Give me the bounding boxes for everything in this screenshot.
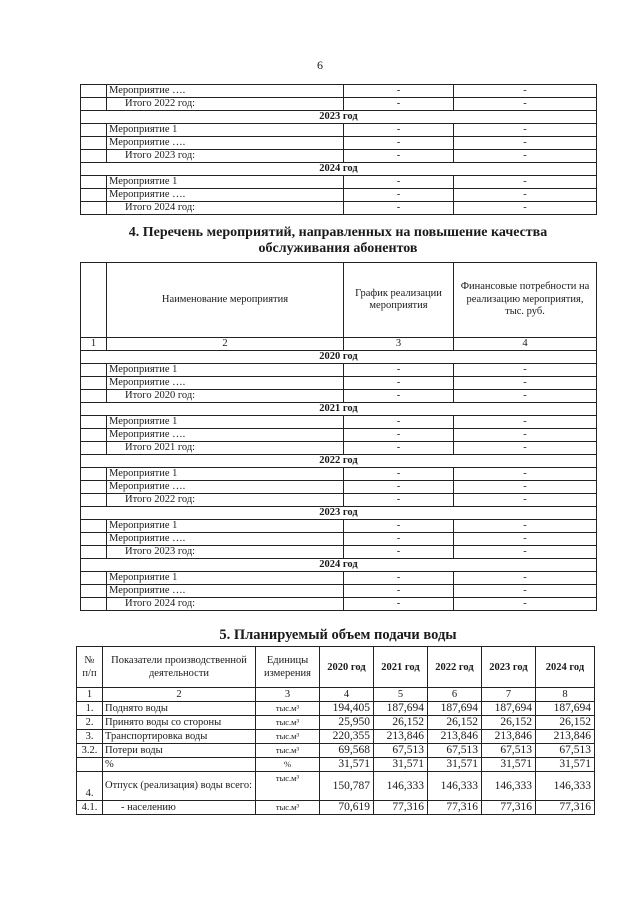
- year-row: 2023 год: [81, 111, 597, 124]
- table-header-row: № п/п Показатели производственной деятельности Единицы измерения 2020 год 2021 год 2022 год 2023 год 2024 год: [77, 647, 595, 688]
- water-supply-table: [76, 646, 595, 815]
- table-row: 2. Принято воды со стороны тыс.м³ 25,950 26,152 26,152 26,152 26,152: [77, 716, 595, 730]
- table-row: Мероприятие 1 - -: [81, 572, 597, 585]
- table-row: Мероприятие …. - -: [81, 137, 597, 150]
- measures-table-continued: [80, 84, 597, 215]
- year-row: 2024 год: [81, 559, 597, 572]
- section-4-title: 4. Перечень мероприятий, направленных на повышение качества обслуживания абонентов: [128, 225, 548, 256]
- table-row: Мероприятие 1 - -: [81, 176, 597, 189]
- table-row: 3. Транспортировка воды тыс.м³ 220,355 213,846 213,846 213,846 213,846: [77, 730, 595, 744]
- year-row: 2024 год: [81, 163, 597, 176]
- table-row: 4.1. - населению тыс.м³ 70,619 77,316 77,316 77,316 77,316: [77, 801, 595, 815]
- table-row: Мероприятие …. - -: [81, 189, 597, 202]
- table-row: Мероприятие 1 - -: [81, 124, 597, 137]
- table-row: Мероприятие 1 - -: [81, 520, 597, 533]
- col-finance-header: Финансовые потребности на реализацию мероприятия, тыс. руб.: [454, 263, 597, 338]
- year-row: 2021 год: [81, 403, 597, 416]
- table-row: % % 31,571 31,571 31,571 31,571 31,571: [77, 758, 595, 772]
- table-row: Итого 2021 год: - -: [81, 442, 597, 455]
- service-quality-measures-table: [80, 262, 597, 611]
- page-number: 6: [317, 58, 323, 72]
- table-row: Мероприятие …. - -: [81, 85, 597, 98]
- table-row: Итого 2020 год: - -: [81, 390, 597, 403]
- table-row: Мероприятие 1 - -: [81, 416, 597, 429]
- table-row: Итого 2023 год: - -: [81, 150, 597, 163]
- table-row: 3.2. Потери воды тыс.м³ 69,568 67,513 67,513 67,513 67,513: [77, 744, 595, 758]
- year-row: 2023 год: [81, 507, 597, 520]
- table-row: Итого 2023 год: - -: [81, 546, 597, 559]
- table-row: Итого 2022 год: - -: [81, 98, 597, 111]
- column-index-row: 1 2 3 4 5 6 7 8: [77, 688, 595, 702]
- table-row: Мероприятие …. - -: [81, 377, 597, 390]
- year-row: 2022 год: [81, 455, 597, 468]
- table-row: Итого 2024 год: - -: [81, 598, 597, 611]
- table-row: 1. Поднято воды тыс.м³ 194,405 187,694 187,694 187,694 187,694: [77, 702, 595, 716]
- table-row: Мероприятие 1 - -: [81, 364, 597, 377]
- table-header-row: [81, 263, 597, 338]
- table-row: Мероприятие …. - -: [81, 585, 597, 598]
- table-row: Итого 2024 год: - -: [81, 202, 597, 215]
- year-row: 2020 год: [81, 351, 597, 364]
- table-row: Итого 2022 год: - -: [81, 494, 597, 507]
- column-index-row: 1 2 3 4: [81, 338, 597, 351]
- table-row: Мероприятие …. - -: [81, 429, 597, 442]
- table-row: Мероприятие …. - -: [81, 533, 597, 546]
- section-5-title: 5. Планируемый объем подачи воды: [219, 627, 457, 643]
- table-row: Мероприятие …. - -: [81, 481, 597, 494]
- table-row: 4. Отпуск (реализация) воды всего: тыс.м³ 150,787 146,333 146,333 146,333 146,333: [77, 772, 595, 801]
- col-schedule-header: График реализации мероприятия: [344, 263, 454, 338]
- col-name-header: Наименование мероприятия: [107, 263, 344, 338]
- table-row: Мероприятие 1 - -: [81, 468, 597, 481]
